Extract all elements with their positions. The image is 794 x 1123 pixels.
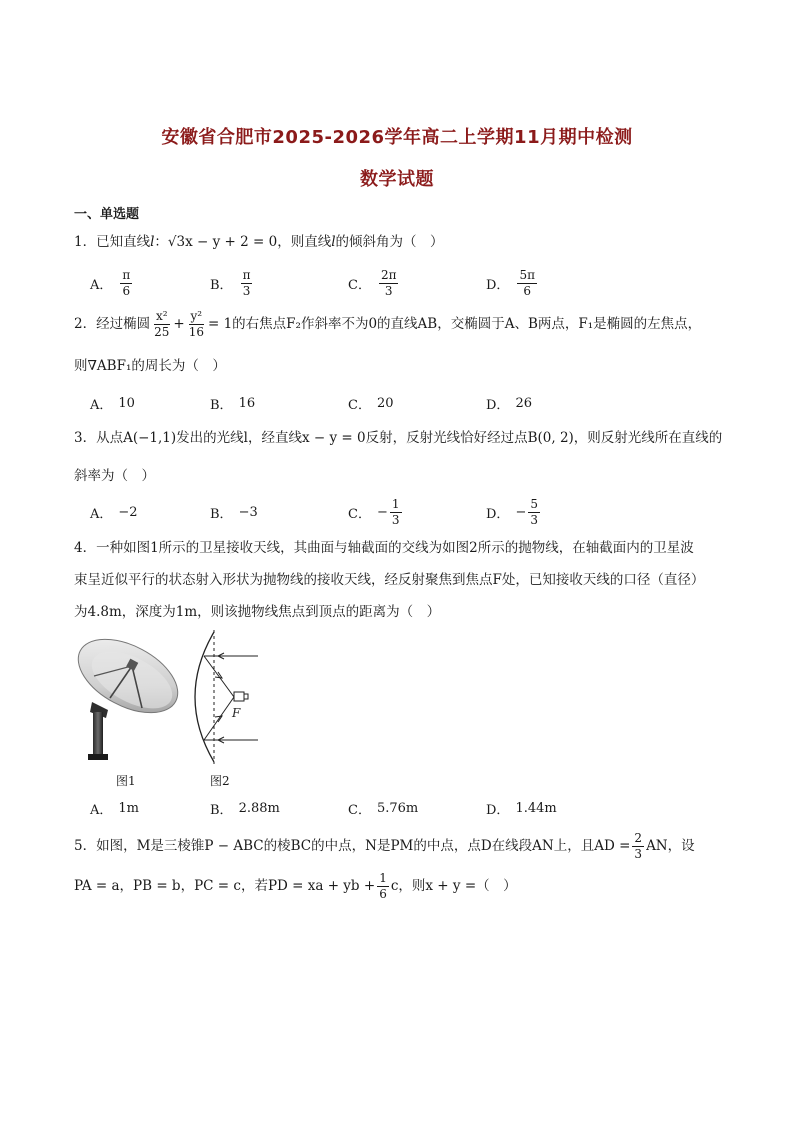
option-label: C． [348,802,371,818]
option-label: D． [486,277,510,293]
q1-option-a[interactable] [90,263,134,303]
frac-den: 25 [154,325,170,339]
frac-den: 6 [379,886,387,901]
page-title: 安徽省合肥市2025-2026学年高二上学期11月期中检测 [161,127,633,148]
q5-fraction-c [377,871,389,902]
q2-option-c[interactable] [348,383,394,423]
figure-2-caption: 图2 [210,774,230,788]
q5-text-a: 5．如图，M是三棱锥P − ABC的棱BC的中点，N是PM的中点，点D在线段AN上，且AD = [74,837,631,854]
frac-den: 6 [523,283,532,298]
option-label: A． [90,397,113,413]
focus-label: F [232,706,241,720]
frac-num: 2π [380,267,397,282]
q1-option-d[interactable] [486,263,539,303]
section-heading: 一、单选题 [74,207,140,222]
option-label: B． [210,802,233,818]
satellite-dish-figure [70,636,180,764]
option-label: C． [348,506,371,522]
q2-fraction-y [187,309,206,340]
option-text: 5.76m [376,800,419,816]
option-fraction [528,497,540,528]
q2-text-b: = 1的右焦点F₂作斜率不为0的直线AB，交椭圆于A、B两点，F₁是椭圆的左焦点， [207,316,702,332]
frac-num: 1 [379,870,387,885]
frac-den: 16 [188,325,204,339]
frac-den: 3 [530,512,538,527]
option-sign: − [376,504,388,520]
q4-option-b[interactable] [210,788,280,828]
option-fraction [120,268,132,299]
question-5-line-1 [74,826,726,866]
option-label: B． [210,506,233,522]
option-label: C． [348,397,371,413]
q3-option-d[interactable] [486,492,542,532]
parabola-diagram [184,628,268,766]
q1-text-c: ：√3x − y + 2 = 0，则直线 [154,234,332,250]
frac-num: x² [155,309,168,323]
question-4-line-3: 为4.8m，深度为1m，则该抛物线焦点到顶点的距离为（ ） [74,604,441,620]
question-2-line-1 [74,306,726,343]
option-text: 1m [118,800,139,816]
option-label: D． [486,397,510,413]
q3-option-a[interactable] [90,492,138,532]
option-sign: − [515,504,527,520]
option-text: 20 [376,395,394,411]
option-fraction [241,268,253,299]
option-label: D． [486,506,510,522]
q2-option-a[interactable] [90,383,135,423]
option-label: A． [90,506,113,522]
q4-option-a[interactable] [90,788,139,828]
q2-text-a: 2．经过椭圆 [74,316,151,332]
option-fraction [390,497,402,528]
question-3-line-1: 3．从点A(−1,1)发出的光线l，经直线x − y = 0反射，反射光线恰好经过点B(0, 2)，则反射光线所在直线的 [74,430,723,446]
question-4-options [90,788,730,828]
question-1-options [90,263,730,303]
q3-option-c[interactable] [348,492,404,532]
option-label: C． [348,277,371,293]
q5-vector-text: PA = a，PB = b，PC = c，若PD = xa + yb + [74,877,376,894]
frac-num: 1 [391,496,400,511]
option-label: B． [210,397,233,413]
q4-option-c[interactable] [348,788,418,828]
option-text: 16 [238,395,256,411]
frac-den: 3 [242,283,251,298]
option-text: −2 [118,504,138,520]
question-4-line-2: 束呈近似平行的状态射入形状为抛物线的接收天线，经反射聚焦到焦点F处，已知接收天线的口径（直径） [74,572,705,588]
option-label: A． [90,802,113,818]
frac-num: 5 [530,496,538,511]
option-text: 1.44m [515,800,557,816]
question-3-options [90,492,730,532]
question-3-line-2: 斜率为（ ） [74,468,155,484]
question-2-options [90,383,730,423]
option-text: 10 [118,395,135,411]
option-label: D． [486,802,510,818]
frac-num: y² [190,309,203,323]
frac-num: 2 [634,830,643,845]
question-2-line-2: 则∇ABF₁的周长为（ ） [74,358,226,374]
q4-option-d[interactable] [486,788,557,828]
q1-text-b: l [150,234,155,250]
question-4-line-1: 4．一种如图1所示的卫星接收天线，其曲面与轴截面的交线为如图2所示的抛物线，在轴截面内的卫星波 [74,540,694,556]
q1-text-d: l [331,234,336,250]
frac-num: 5π [519,267,535,282]
frac-num: π [242,267,251,282]
frac-den: 3 [384,283,393,298]
frac-num: π [122,267,131,282]
option-text: −3 [238,504,258,520]
option-text: 26 [515,395,532,411]
q1-text-e: 的倾斜角为（ ） [335,234,444,250]
frac-den: 3 [634,846,643,861]
option-fraction [517,268,537,299]
q5-text-b: AN，设 [646,837,695,854]
q2-option-d[interactable] [486,383,532,423]
option-label: A． [90,277,113,293]
frac-den: 6 [122,283,131,298]
q1-text-a: 1．已知直线 [74,234,151,250]
q2-fraction-x [152,309,171,340]
q3-option-b[interactable] [210,492,258,532]
option-label: B． [210,277,233,293]
q1-option-b[interactable] [210,263,254,303]
q2-option-b[interactable] [210,383,255,423]
question-5-line-2 [74,866,726,906]
q5-fraction-ad [632,831,644,862]
option-text: 2.88m [238,800,280,816]
question-1-stem [74,224,726,261]
q5-text-c: c，则x + y =（ ） [390,877,517,894]
q2-plus: + [173,316,185,332]
page-subtitle: 数学试题 [360,169,434,190]
option-fraction [379,268,399,299]
frac-den: 3 [391,512,400,527]
figure-1-caption: 图1 [116,774,136,788]
q1-option-c[interactable] [348,263,400,303]
